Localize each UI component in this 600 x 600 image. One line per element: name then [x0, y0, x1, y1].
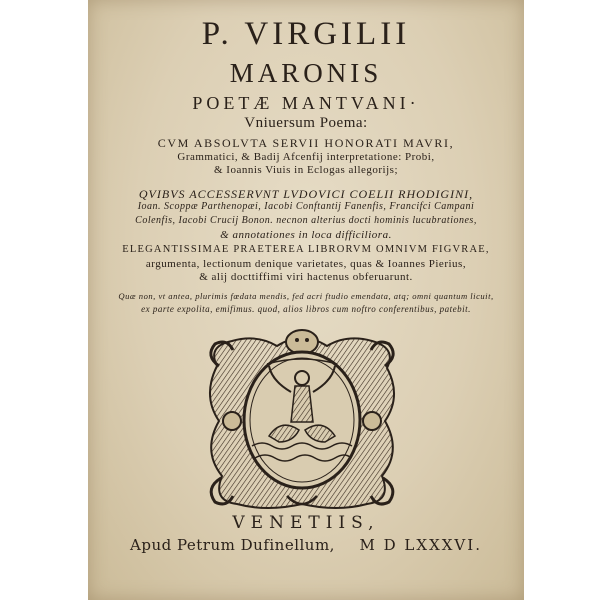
imprint-year: M D LXXXVI.: [359, 536, 482, 554]
imprint-publisher-year: [88, 536, 524, 554]
body-line-1: CVM ABSOLVTA SERVII HONORATI MAVRI,: [157, 136, 455, 150]
printers-device-emblem-icon: [197, 326, 407, 514]
title-name: MARONIS: [229, 58, 383, 88]
title-page: [88, 0, 524, 600]
body-line-6: Colenfis, Iacobi Crucij Bonon. necnon alterius docti hominis lucubrationes,: [135, 215, 477, 226]
title-epithet: POETÆ MANTVANI·: [192, 93, 420, 113]
body-line-8: ELEGANTISSIMAE PRAETEREA LIBRORVM OMNIVM FIGVRAE,: [122, 244, 490, 255]
imprint-place: VENETIIS,: [232, 513, 380, 533]
body-line-2: Grammatici, & Badij Afcenfij interpretatione: Probi,: [177, 151, 435, 163]
body-line-5: Ioan. Scoppæ Parthenopæi, Iacobi Conftantij Fanenfis, Francifci Campani: [137, 201, 475, 212]
body-line-12: ex parte expolita, emifimus. quod, alios libros cum noftro conferentibus, patebit.: [141, 304, 471, 314]
body-line-10: & alij docttiffimi viri hactenus obferuarunt.: [199, 271, 413, 283]
imprint-publisher: Apud Petrum Dufinellum,: [130, 536, 335, 554]
body-line-4: QVIBVS ACCESSERVNT LVDOVICI COELII RHODIGINI,: [138, 187, 474, 201]
body-line-3: & Ioannis Viuis in Eclogas allegorijs;: [213, 164, 399, 176]
title-author: P. VIRGILII: [201, 16, 411, 52]
body-line-7: & annotationes in loca difficiliora.: [220, 229, 392, 241]
body-line-9: argumenta, lectionum denique varietates, quas & Ioannes Pierius,: [145, 258, 467, 270]
title-subtitle: Vniuersum Poema:: [244, 115, 368, 131]
body-line-11: Quæ non, vt antea, plurimis fœdata mendis, fed acri ftudio emendata, atq; omni quantum licuit,: [118, 291, 494, 301]
